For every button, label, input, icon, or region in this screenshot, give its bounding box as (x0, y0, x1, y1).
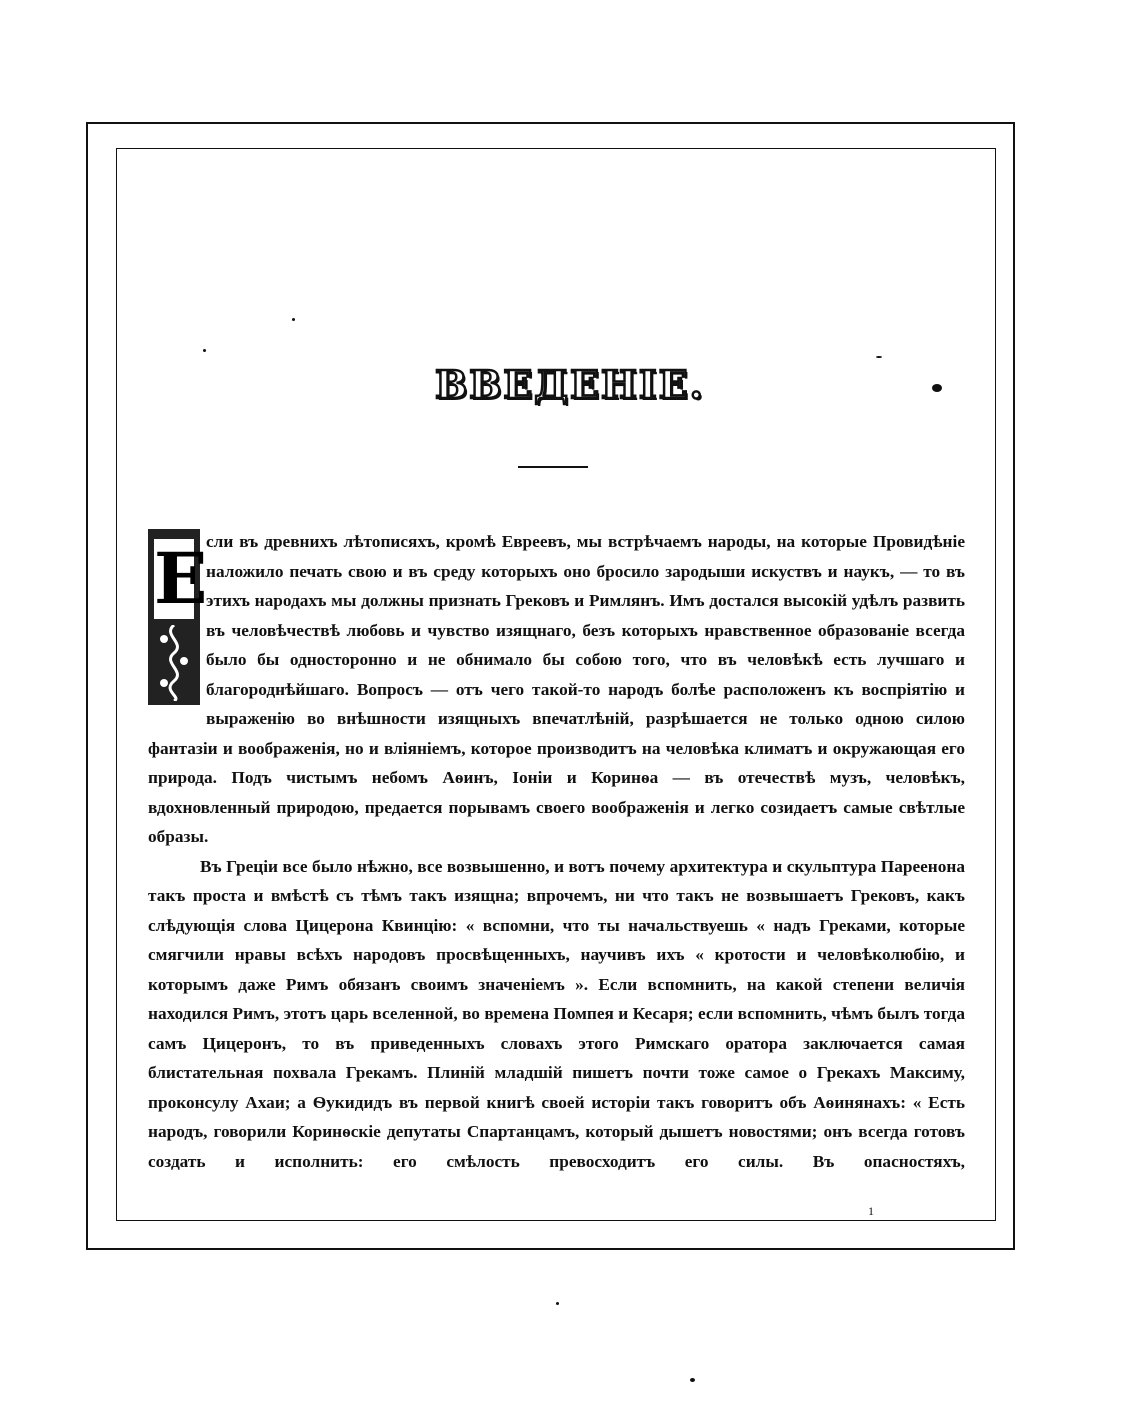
chapter-title: ВВЕДЕНІЕ. (435, 362, 705, 407)
print-speck (876, 356, 882, 358)
print-speck (292, 318, 295, 321)
print-speck (932, 384, 942, 392)
ornamental-initial (148, 529, 208, 705)
print-speck (556, 1302, 559, 1305)
title-rule (518, 466, 588, 468)
paragraph-2: Въ Греціи все было нѣжно, все возвышенно, и вотъ почему архитектура и скульптура Пареенона такъ проста и вмѣстѣ съ тѣмъ такъ изящна; впрочемъ, ни что такъ не возвышаетъ Грековъ, какъ слѣдующія слова Цицерона Квинцію: « вспомни, что ты начальствуешь « надъ Греками, которые смягчили нравы всѣхъ народовъ просвѣщенныхъ, научивъ ихъ « кротости и человѣколюбію, и которымъ даже Римъ обязанъ своимъ значеніемъ ». Если вспомнить, на какой степени величія находился Римъ, этотъ царь вселенной, во времена Помпея и Кесаря; если вспомнить, чѣмъ былъ тогда самъ Цицеронъ, то въ приведенныхъ словахъ этого Римскаго оратора заключается самая блистательная похвала Грекамъ. Плиній младшій пишетъ почти тоже самое о Грекахъ Максиму, проконсулу Ахаи; а Ѳукидидъ въ первой книгѣ своей исторіи такъ говоритъ объ Аѳинянахъ: « Есть народъ, говорили Коринѳскіе депутаты Спартанцамъ, который дышетъ новостями; онъ всегда готовъ создать и исполнить: его смѣлость превосходитъ его силы. Въ опасностяхъ, (148, 856, 965, 1171)
dropcap-letter: Е (154, 537, 208, 620)
body-text (148, 527, 965, 1176)
print-speck (690, 1378, 695, 1382)
floral-ornament-icon (152, 625, 196, 701)
print-speck (203, 349, 206, 352)
page-number: 1 (868, 1204, 874, 1218)
paragraph-1: сли въ древнихъ лѣтописяхъ, кромѣ Евреевъ, мы встрѣчаемъ народы, на которые Провидѣніе наложило печать свою и въ среду которыхъ оно бросило зародыши искуствъ и наукъ, — то въ этихъ народахъ мы должны признать Грековъ и Римлянъ. Имъ достался высокій удѣлъ развить въ человѣчествѣ любовь и чувство изящнаго, безъ которыхъ нравственное образованіе всегда было бы односторонно и не обнимало бы собою того, что въ человѣкѣ есть лучшаго и благороднѣйшаго. Вопросъ — отъ чего такой-то народъ болѣе расположенъ къ воспріятію и выраженію во внѣшности изящныхъ впечатлѣній, разрѣшается не только одною силою фантазіи и воображенія, но и вліяніемъ, которое производитъ на человѣка климатъ и окружающая его природа. Подъ чистымъ небомъ Аѳинъ, Іоніи и Коринѳа — въ отечествѣ музъ, человѣкъ, вдохновленный природою, предается порывамъ своего воображенія и легко созидаетъ самые свѣтлые образы. (148, 532, 965, 846)
